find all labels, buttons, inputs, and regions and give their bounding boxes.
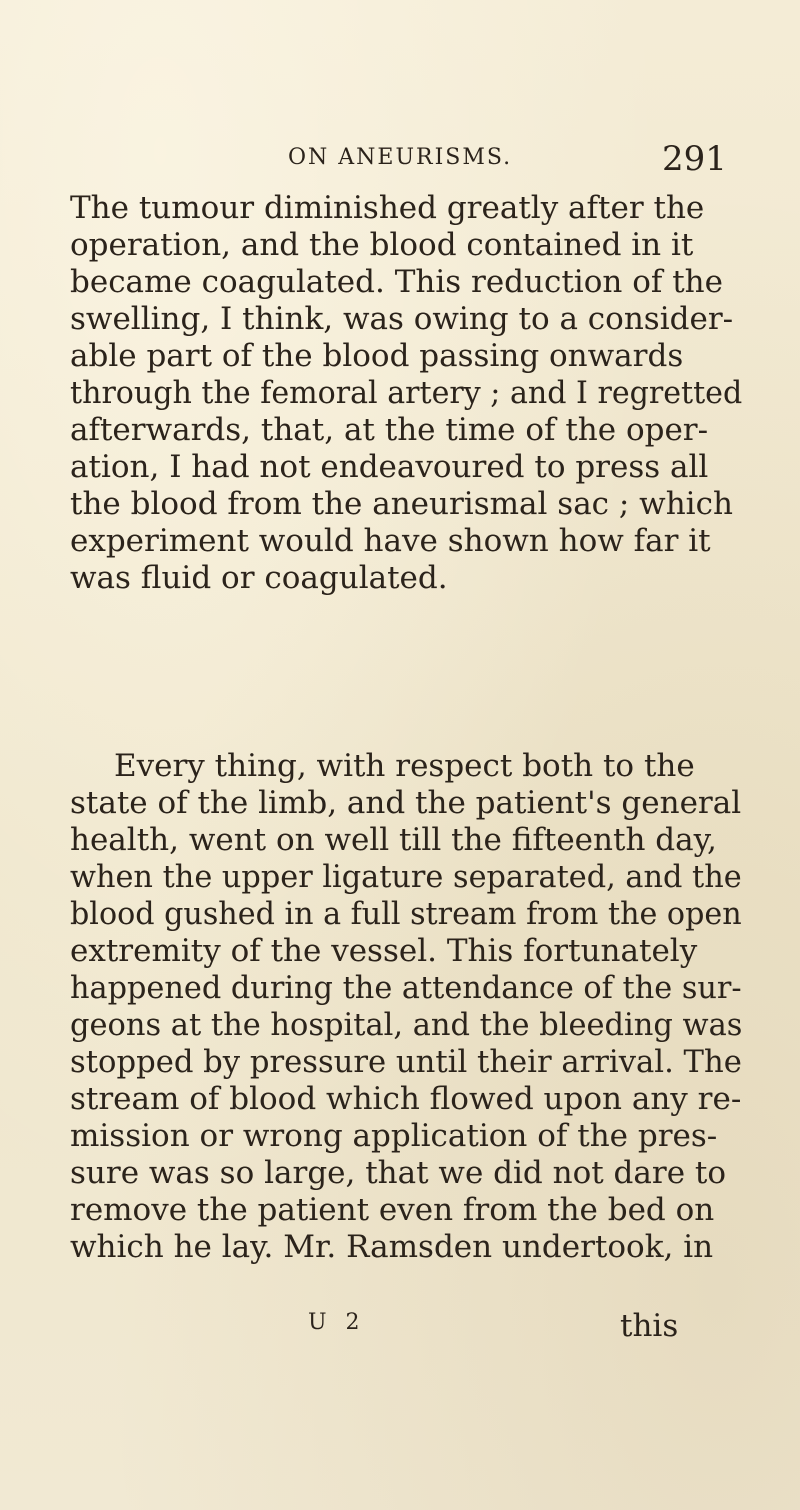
text-line: happened during the attendance of the sur-: [70, 970, 742, 1006]
text-line: afterwards, that, at the time of the oper-: [70, 412, 709, 448]
text-line: through the femoral artery ; and I regretted: [70, 375, 743, 411]
paragraph-text: [70, 190, 742, 597]
text-line: when the upper ligature separated, and the: [70, 859, 742, 895]
text-line: operation, and the blood contained in it: [70, 227, 694, 263]
catchword: this: [620, 1308, 679, 1344]
text-line: swelling, I think, was owing to a consider-: [70, 301, 734, 337]
text-line: able part of the blood passing onwards: [70, 338, 684, 374]
footer-row: [0, 1310, 800, 1350]
text-line: was fluid or coagulated.: [70, 560, 448, 596]
text-line: experiment would have shown how far it: [70, 523, 711, 559]
paragraph-text: [70, 748, 742, 1266]
paragraph-2: [70, 748, 742, 1266]
text-line: health, went on well till the fifteenth day,: [70, 822, 717, 858]
text-line: ation, I had not endeavoured to press all: [70, 449, 709, 485]
text-line: stopped by pressure until their arrival. The: [70, 1044, 742, 1080]
text-line: Every thing, with respect both to the: [114, 748, 695, 784]
text-line: sure was so large, that we did not dare to: [70, 1155, 727, 1191]
text-line: the blood from the aneurismal sac ; which: [70, 486, 733, 522]
text-line: blood gushed in a full stream from the open: [70, 896, 742, 932]
running-head: [0, 139, 800, 185]
paragraph-1: [70, 190, 742, 597]
text-line: became coagulated. This reduction of the: [70, 264, 723, 300]
text-line: remove the patient even from the bed on: [70, 1192, 715, 1228]
page-number: 291: [662, 139, 727, 179]
text-line: The tumour diminished greatly after the: [70, 190, 705, 226]
running-title: ON ANEURISMS.: [288, 145, 513, 170]
text-line: mission or wrong application of the pres-: [70, 1118, 718, 1154]
signature-mark: U 2: [308, 1310, 366, 1335]
text-line: stream of blood which flowed upon any re-: [70, 1081, 742, 1117]
text-line: which he lay. Mr. Ramsden undertook, in: [70, 1229, 714, 1265]
text-line: extremity of the vessel. This fortunately: [70, 933, 698, 969]
text-line: geons at the hospital, and the bleeding was: [70, 1007, 743, 1043]
text-line: state of the limb, and the patient's general: [70, 785, 742, 821]
